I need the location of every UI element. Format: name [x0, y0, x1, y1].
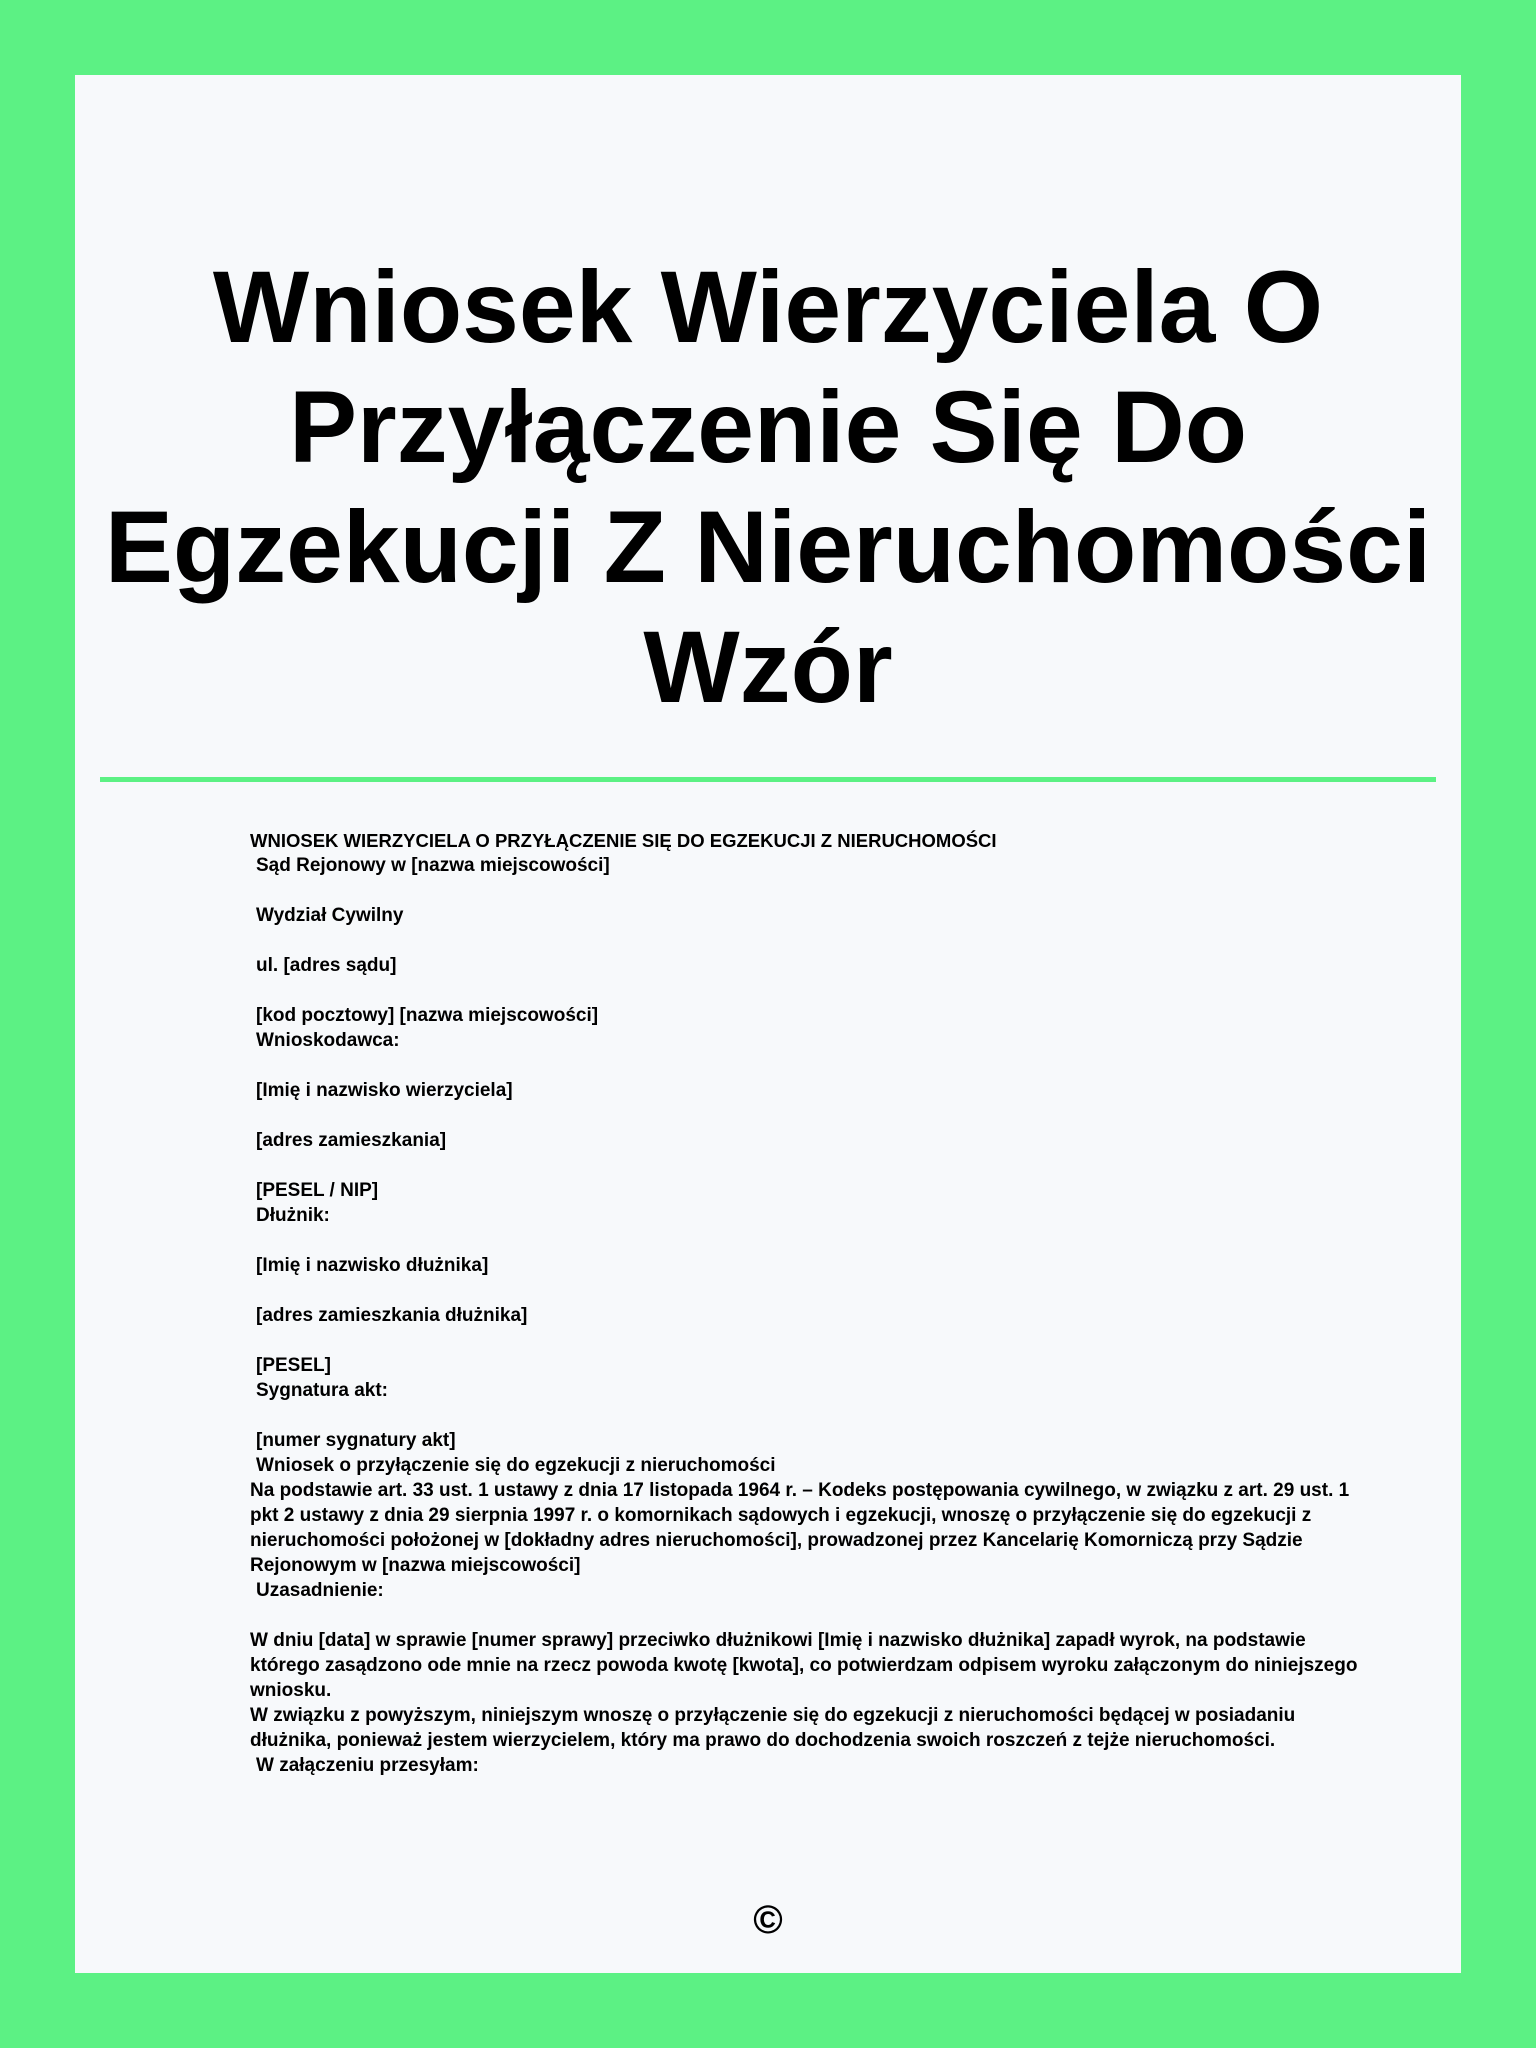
court-postal: [kod pocztowy] [nazwa miejscowości] — [256, 1005, 599, 1026]
page-title: Wniosek Wierzyciela O Przyłączenie Się Do Egzekucji Z Nieruchomości Wzór — [104, 250, 1432, 724]
debtor-id: [PESEL] — [256, 1355, 331, 1376]
debtor-address: [adres zamieszkania dłużnika] — [256, 1305, 528, 1326]
document-sheet — [75, 75, 1461, 1973]
justification-paragraph-1: W dniu [data] w sprawie [numer sprawy] przeciwko dłużnikowi [Imię i nazwisko dłużnika] zapadł wyrok, na podstawie którego zasądzono ode mnie na rzecz powoda kwotę [kwota], co potwierdzam odpisem wyroku załączonym do niniejszego wniosku. — [250, 1630, 1358, 1701]
applicant-name: [Imię i nazwisko wierzyciela] — [256, 1080, 513, 1101]
motion-text: Na podstawie art. 33 ust. 1 ustawy z dnia 17 listopada 1964 r. – Kodeks postępowania cywilnego, w związku z art. 29 ust. 1 pkt 2 ustawy z dnia 29 sierpnia 1997 r. o komornikach sądowych i egzekucji, wnoszę o przyłączenie się do egzekucji z nieruchomości położonej w [dokładny adres nieruchomości], prowadzonej przez Kancelarię Komorniczą przy Sądzie Rejonowym w [nazwa miejscowości] — [250, 1480, 1350, 1576]
spacer — [250, 1228, 1370, 1253]
spacer — [250, 1103, 1370, 1128]
motion-title: Wniosek o przyłączenie się do egzekucji z nieruchomości — [256, 1455, 776, 1476]
court-name: Sąd Rejonowy w [nazwa miejscowości] — [256, 855, 610, 876]
case-number: [numer sygnatury akt] — [256, 1430, 456, 1451]
applicant-id: [PESEL / NIP] — [256, 1180, 379, 1201]
applicant-label: Wnioskodawca: — [256, 1030, 400, 1051]
applicant-address: [adres zamieszkania] — [256, 1130, 447, 1151]
spacer — [250, 1403, 1370, 1428]
debtor-label: Dłużnik: — [256, 1205, 330, 1226]
document-body — [250, 828, 1370, 1778]
spacer — [250, 1153, 1370, 1178]
case-label: Sygnatura akt: — [256, 1380, 388, 1401]
court-street: ul. [adres sądu] — [256, 955, 397, 976]
copyright-icon: © — [753, 1898, 783, 1942]
spacer — [250, 978, 1370, 1003]
document-heading: WNIOSEK WIERZYCIELA O PRZYŁĄCZENIE SIĘ DO EGZEKUCJI Z NIERUCHOMOŚCI — [250, 830, 997, 851]
spacer — [250, 1053, 1370, 1078]
spacer — [250, 928, 1370, 953]
justification-label: Uzasadnienie: — [256, 1580, 384, 1601]
spacer — [250, 1328, 1370, 1353]
spacer — [250, 1603, 1370, 1628]
title-divider — [100, 777, 1436, 782]
debtor-name: [Imię i nazwisko dłużnika] — [256, 1255, 489, 1276]
court-department: Wydział Cywilny — [256, 905, 404, 926]
spacer — [250, 1278, 1370, 1303]
justification-paragraph-2: W związku z powyższym, niniejszym wnoszę o przyłączenie się do egzekucji z nieruchomości będącej w posiadaniu dłużnika, ponieważ jestem wierzycielem, który ma prawo do dochodzenia swoich roszczeń z tejże nieruchomości. — [250, 1705, 1296, 1751]
spacer — [250, 878, 1370, 903]
attachments-label: W załączeniu przesyłam: — [256, 1755, 479, 1776]
